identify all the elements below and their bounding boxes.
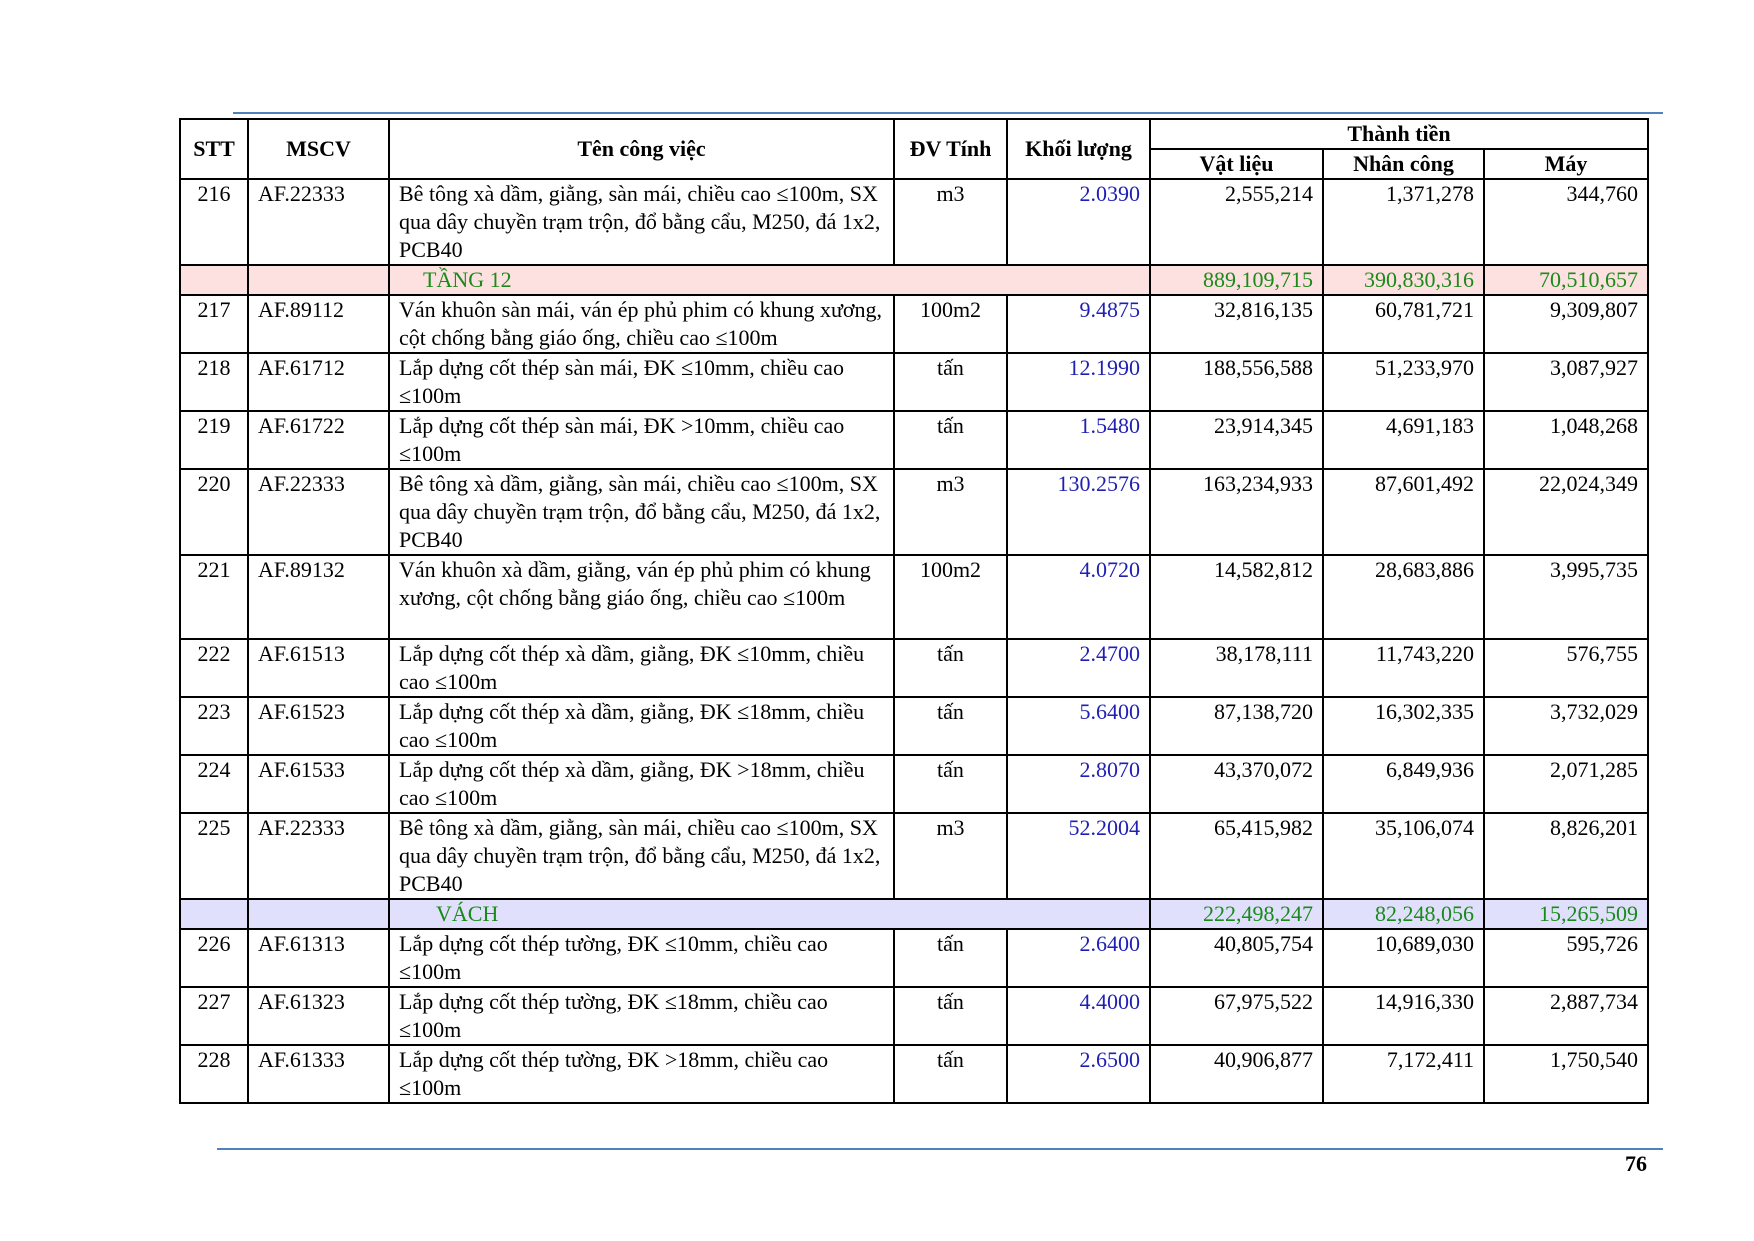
cell-khoi-luong: 130.2576: [1007, 469, 1150, 555]
cell-nhan-cong-total: 82,248,056: [1323, 899, 1484, 929]
page-number: 76: [1625, 1151, 1647, 1176]
cell-ten-cong-viec: Ván khuôn xà dầm, giằng, ván ép phủ phim có khung xương, cột chống bằng giáo ống, chiều cao ≤100m: [389, 555, 894, 639]
cell-may: 595,726: [1484, 929, 1648, 987]
cell-mscv: AF.89132: [248, 555, 389, 639]
table-row: [180, 179, 1648, 265]
cell-may: 344,760: [1484, 179, 1648, 265]
cell-mscv: AF.61333: [248, 1045, 389, 1103]
cell-vat-lieu: 163,234,933: [1150, 469, 1323, 555]
cell-nhan-cong: 28,683,886: [1323, 555, 1484, 639]
cell-vat-lieu: 67,975,522: [1150, 987, 1323, 1045]
cell-stt: 225: [180, 813, 248, 899]
footer-rule: [217, 1148, 1663, 1150]
cell-nhan-cong: 7,172,411: [1323, 1045, 1484, 1103]
cell-khoi-luong: 2.6400: [1007, 929, 1150, 987]
cell-vat-lieu: 65,415,982: [1150, 813, 1323, 899]
cell-dv-tinh: m3: [894, 469, 1007, 555]
cell-stt: 222: [180, 639, 248, 697]
cell-stt: 217: [180, 295, 248, 353]
cell-mscv: AF.61722: [248, 411, 389, 469]
cell-stt: 219: [180, 411, 248, 469]
col-header-vat-lieu: Vật liệu: [1150, 149, 1323, 179]
cell-dv-tinh: 100m2: [894, 295, 1007, 353]
cell-may: 22,024,349: [1484, 469, 1648, 555]
cell-dv-tinh: tấn: [894, 1045, 1007, 1103]
cell-vat-lieu-total: 222,498,247: [1150, 899, 1323, 929]
cell-nhan-cong: 51,233,970: [1323, 353, 1484, 411]
cell-ten-cong-viec: Bê tông xà dầm, giằng, sàn mái, chiều cao ≤100m, SX qua dây chuyền trạm trộn, đổ bằng cẩu, M250, đá 1x2, PCB40: [389, 469, 894, 555]
cell-may: 1,750,540: [1484, 1045, 1648, 1103]
cell-mscv: AF.61523: [248, 697, 389, 755]
cell-dv-tinh: m3: [894, 179, 1007, 265]
cell-khoi-luong: 12.1990: [1007, 353, 1150, 411]
header-rule: [233, 112, 1663, 114]
table-row: [180, 755, 1648, 813]
cell-ten-cong-viec: Lắp dựng cốt thép sàn mái, ĐK >10mm, chiều cao ≤100m: [389, 411, 894, 469]
cell-nhan-cong: 1,371,278: [1323, 179, 1484, 265]
table-body: [180, 179, 1648, 1103]
cell-dv-tinh: m3: [894, 813, 1007, 899]
cell-may: 2,887,734: [1484, 987, 1648, 1045]
cell-mscv: AF.22333: [248, 469, 389, 555]
cell-vat-lieu: 43,370,072: [1150, 755, 1323, 813]
cost-estimate-table: [179, 118, 1649, 1104]
cell-may: 9,309,807: [1484, 295, 1648, 353]
cell-nhan-cong-total: 390,830,316: [1323, 265, 1484, 295]
cell-ten-cong-viec: Lắp dựng cốt thép xà dầm, giằng, ĐK ≤18mm, chiều cao ≤100m: [389, 697, 894, 755]
cell-khoi-luong: 4.4000: [1007, 987, 1150, 1045]
table-row: [180, 295, 1648, 353]
table-row: [180, 469, 1648, 555]
cell-nhan-cong: 35,106,074: [1323, 813, 1484, 899]
cell-stt: 226: [180, 929, 248, 987]
cell-ten-cong-viec: Ván khuôn sàn mái, ván ép phủ phim có khung xương, cột chống bằng giáo ống, chiều cao ≤100m: [389, 295, 894, 353]
col-header-nhan-cong: Nhân công: [1323, 149, 1484, 179]
cell-ten-cong-viec: Lắp dựng cốt thép xà dầm, giằng, ĐK >18mm, chiều cao ≤100m: [389, 755, 894, 813]
cell-khoi-luong: 4.0720: [1007, 555, 1150, 639]
cell-stt: 228: [180, 1045, 248, 1103]
cell-khoi-luong: 2.4700: [1007, 639, 1150, 697]
cell-may-total: 15,265,509: [1484, 899, 1648, 929]
table-header-row: [180, 119, 1648, 149]
cell-vat-lieu: 32,816,135: [1150, 295, 1323, 353]
cell-vat-lieu: 2,555,214: [1150, 179, 1323, 265]
cell-nhan-cong: 87,601,492: [1323, 469, 1484, 555]
cell-dv-tinh: tấn: [894, 755, 1007, 813]
cell-dv-tinh: tấn: [894, 697, 1007, 755]
cell-dv-tinh: tấn: [894, 639, 1007, 697]
cell-khoi-luong: 5.6400: [1007, 697, 1150, 755]
cell-ten-cong-viec: Lắp dựng cốt thép tường, ĐK ≤18mm, chiều cao ≤100m: [389, 987, 894, 1045]
cell-nhan-cong: 60,781,721: [1323, 295, 1484, 353]
cell-mscv: AF.22333: [248, 179, 389, 265]
table-row: [180, 353, 1648, 411]
cell-vat-lieu: 188,556,588: [1150, 353, 1323, 411]
cell-vat-lieu: 23,914,345: [1150, 411, 1323, 469]
table-row: [180, 555, 1648, 639]
cell-ten-cong-viec: Bê tông xà dầm, giằng, sàn mái, chiều cao ≤100m, SX qua dây chuyền trạm trộn, đổ bằng cẩu, M250, đá 1x2, PCB40: [389, 813, 894, 899]
cell-ten-cong-viec: Lắp dựng cốt thép xà dầm, giằng, ĐK ≤10mm, chiều cao ≤100m: [389, 639, 894, 697]
cell-vat-lieu: 40,906,877: [1150, 1045, 1323, 1103]
cell-nhan-cong: 10,689,030: [1323, 929, 1484, 987]
cell-mscv: AF.61712: [248, 353, 389, 411]
cell-mscv: [248, 265, 389, 295]
cell-khoi-luong: 9.4875: [1007, 295, 1150, 353]
table-row: [180, 697, 1648, 755]
table-row: [180, 1045, 1648, 1103]
cell-may: 2,071,285: [1484, 755, 1648, 813]
cell-vat-lieu: 38,178,111: [1150, 639, 1323, 697]
cell-ten-cong-viec: Bê tông xà dầm, giằng, sàn mái, chiều cao ≤100m, SX qua dây chuyền trạm trộn, đổ bằng cẩu, M250, đá 1x2, PCB40: [389, 179, 894, 265]
cell-nhan-cong: 11,743,220: [1323, 639, 1484, 697]
table-row: [180, 411, 1648, 469]
cell-may: 8,826,201: [1484, 813, 1648, 899]
cell-khoi-luong: 2.8070: [1007, 755, 1150, 813]
cell-stt: 221: [180, 555, 248, 639]
section-label: VÁCH: [389, 899, 1150, 929]
cell-stt: 223: [180, 697, 248, 755]
cell-may-total: 70,510,657: [1484, 265, 1648, 295]
table-row: [180, 639, 1648, 697]
cell-vat-lieu-total: 889,109,715: [1150, 265, 1323, 295]
cell-vat-lieu: 14,582,812: [1150, 555, 1323, 639]
cell-stt: 227: [180, 987, 248, 1045]
cell-khoi-luong: 2.6500: [1007, 1045, 1150, 1103]
cell-mscv: AF.61533: [248, 755, 389, 813]
cell-mscv: [248, 899, 389, 929]
section-row-vach: [180, 899, 1648, 929]
cell-dv-tinh: 100m2: [894, 555, 1007, 639]
table-row: [180, 987, 1648, 1045]
cell-nhan-cong: 4,691,183: [1323, 411, 1484, 469]
cell-ten-cong-viec: Lắp dựng cốt thép sàn mái, ĐK ≤10mm, chiều cao ≤100m: [389, 353, 894, 411]
cell-nhan-cong: 14,916,330: [1323, 987, 1484, 1045]
cell-may: 3,087,927: [1484, 353, 1648, 411]
cell-ten-cong-viec: Lắp dựng cốt thép tường, ĐK ≤10mm, chiều cao ≤100m: [389, 929, 894, 987]
col-header-ten-cong-viec: Tên công việc: [389, 119, 894, 179]
col-header-mscv: MSCV: [248, 119, 389, 179]
table-row: [180, 813, 1648, 899]
cell-mscv: AF.61513: [248, 639, 389, 697]
cell-dv-tinh: tấn: [894, 987, 1007, 1045]
cell-mscv: AF.61313: [248, 929, 389, 987]
cell-may: 3,732,029: [1484, 697, 1648, 755]
cell-vat-lieu: 40,805,754: [1150, 929, 1323, 987]
cell-stt: [180, 899, 248, 929]
col-header-may: Máy: [1484, 149, 1648, 179]
col-header-dv-tinh: ĐV Tính: [894, 119, 1007, 179]
cell-may: 1,048,268: [1484, 411, 1648, 469]
cell-khoi-luong: 52.2004: [1007, 813, 1150, 899]
cell-stt: 224: [180, 755, 248, 813]
cell-vat-lieu: 87,138,720: [1150, 697, 1323, 755]
section-label: TẦNG 12: [389, 265, 1150, 295]
cell-stt: 220: [180, 469, 248, 555]
cell-mscv: AF.22333: [248, 813, 389, 899]
cell-khoi-luong: 1.5480: [1007, 411, 1150, 469]
cell-may: 576,755: [1484, 639, 1648, 697]
cell-dv-tinh: tấn: [894, 411, 1007, 469]
cell-dv-tinh: tấn: [894, 353, 1007, 411]
cell-khoi-luong: 2.0390: [1007, 179, 1150, 265]
section-row-tang-12: [180, 265, 1648, 295]
cell-stt: 216: [180, 179, 248, 265]
cell-may: 3,995,735: [1484, 555, 1648, 639]
cell-mscv: AF.61323: [248, 987, 389, 1045]
cell-stt: 218: [180, 353, 248, 411]
col-header-khoi-luong: Khối lượng: [1007, 119, 1150, 179]
cell-mscv: AF.89112: [248, 295, 389, 353]
cell-nhan-cong: 16,302,335: [1323, 697, 1484, 755]
table-row: [180, 929, 1648, 987]
col-header-thanh-tien: Thành tiền: [1150, 119, 1648, 149]
cell-nhan-cong: 6,849,936: [1323, 755, 1484, 813]
cell-dv-tinh: tấn: [894, 929, 1007, 987]
cell-stt: [180, 265, 248, 295]
cell-ten-cong-viec: Lắp dựng cốt thép tường, ĐK >18mm, chiều cao ≤100m: [389, 1045, 894, 1103]
col-header-stt: STT: [180, 119, 248, 179]
